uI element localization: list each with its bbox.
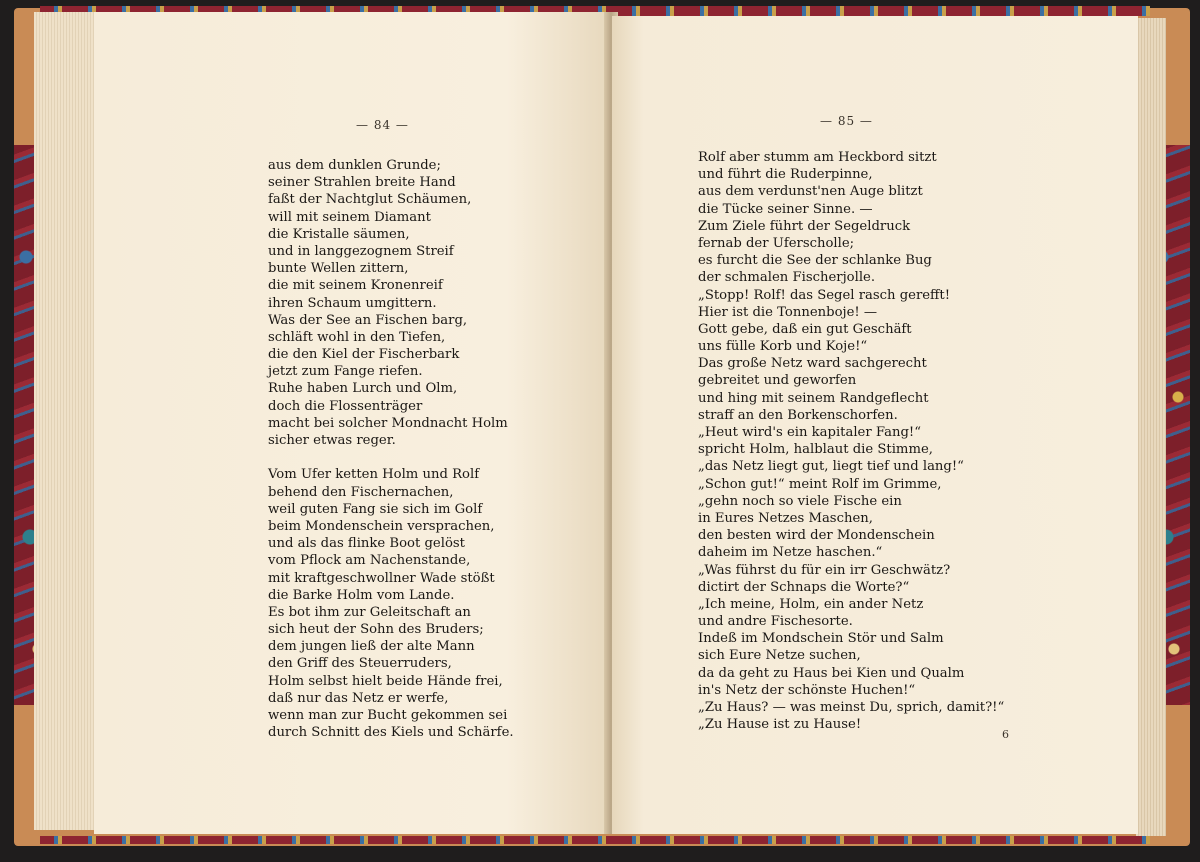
- text-line: uns fülle Korb und Koje!“: [698, 339, 868, 355]
- text-line: vom Pflock am Nachenstande,: [268, 553, 471, 569]
- text-line: Ruhe haben Lurch und Olm,: [268, 381, 458, 397]
- signature-mark: 6: [1002, 728, 1009, 741]
- text-line: die Barke Holm vom Lande.: [268, 587, 455, 603]
- text-line: Vom Ufer ketten Holm und Rolf: [268, 467, 480, 483]
- text-line: daheim im Netze haschen.“: [698, 545, 883, 561]
- text-line: und in langgezognem Streif: [268, 243, 454, 259]
- text-line: beim Mondenschein versprachen,: [268, 518, 495, 534]
- text-line: dictirt der Schnaps die Worte?“: [698, 579, 910, 595]
- text-line: in Eures Netzes Maschen,: [698, 510, 873, 526]
- text-line: gebreitet und geworfen: [698, 373, 857, 389]
- text-line: mit kraftgeschwollner Wade stößt: [268, 570, 495, 586]
- text-line: will mit seinem Diamant: [268, 209, 431, 225]
- text-line: [268, 449, 514, 466]
- text-line: die mit seinem Kronenreif: [268, 278, 443, 294]
- text-line: Holm selbst hielt beide Hände frei,: [268, 673, 503, 689]
- text-line: ihren Schaum umgittern.: [268, 295, 437, 311]
- text-line: Es bot ihm zur Geleitschaft an: [268, 604, 471, 620]
- text-line: aus dem verdunst'nen Auge blitzt: [698, 184, 923, 200]
- text-line: macht bei solcher Mondnacht Holm: [268, 415, 508, 431]
- text-line: durch Schnitt des Kiels und Schärfe.: [268, 725, 514, 741]
- text-line: fernab der Uferscholle;: [698, 235, 855, 251]
- poem-text: [268, 157, 514, 741]
- text-line: und hing mit seinem Randgeflecht: [698, 390, 929, 406]
- marbled-edge-bottom: [40, 836, 1150, 844]
- text-line: der schmalen Fischerjolle.: [698, 270, 876, 286]
- text-line: Gott gebe, daß ein gut Geschäft: [698, 321, 912, 337]
- text-line: „gehn noch so viele Fische ein: [698, 493, 902, 509]
- text-line: „Zu Hause ist zu Hause!: [698, 717, 862, 733]
- text-line: „Heut wird's ein kapitaler Fang!“: [698, 425, 921, 440]
- page-number: — 85 —: [820, 114, 873, 128]
- text-line: doch die Flossenträger: [268, 398, 423, 414]
- text-line: es furcht die See der schlanke Bug: [698, 253, 932, 269]
- poem-text: [698, 149, 1004, 733]
- text-line: seiner Strahlen breite Hand: [268, 175, 456, 191]
- text-line: Das große Netz ward sachgerecht: [698, 356, 927, 372]
- text-line: „Ich meine, Holm, ein ander Netz: [698, 596, 924, 612]
- text-line: „Schon gut!“ meint Rolf im Grimme,: [698, 476, 942, 492]
- text-line: Was der See an Fischen barg,: [268, 312, 468, 328]
- text-line: den besten wird der Mondenschein: [698, 528, 935, 544]
- text-line: Rolf aber stumm am Heckbord sitzt: [698, 150, 937, 165]
- text-line: sich Eure Netze suchen,: [698, 648, 861, 664]
- text-line: „Stopp! Rolf! das Segel rasch gerefft!: [698, 287, 951, 303]
- text-line: wenn man zur Bucht gekommen sei: [268, 708, 508, 723]
- text-line: und als das flinke Boot gelöst: [268, 536, 465, 552]
- text-line: und führt die Ruderpinne,: [698, 167, 873, 183]
- text-line: die den Kiel der Fischerbark: [268, 347, 460, 363]
- text-line: sicher etwas reger.: [268, 433, 396, 448]
- left-page: [94, 12, 610, 834]
- text-line: spricht Holm, halblaut die Stimme,: [698, 442, 933, 458]
- text-line: Hier ist die Tonnenboje! —: [698, 304, 878, 320]
- text-line: da da geht zu Haus bei Kien und Qualm: [698, 665, 965, 681]
- text-line: schläft wohl in den Tiefen,: [268, 329, 446, 345]
- text-line: dem jungen ließ der alte Mann: [268, 639, 475, 655]
- text-line: sich heut der Sohn des Bruders;: [268, 622, 484, 638]
- text-line: faßt der Nachtglut Schäumen,: [268, 192, 472, 208]
- right-page: [612, 16, 1138, 834]
- text-line: den Griff des Steuerruders,: [268, 656, 452, 672]
- text-line: „Zu Haus? — was meinst Du, sprich, damit?!“: [698, 700, 1005, 715]
- text-line: „das Netz liegt gut, liegt tief und lang!“: [698, 459, 964, 475]
- text-line: daß nur das Netz er werfe,: [268, 690, 449, 706]
- text-line: behend den Fischernachen,: [268, 484, 454, 500]
- text-line: die Tücke seiner Sinne. —: [698, 201, 873, 217]
- text-line: und andre Fischesorte.: [698, 614, 853, 630]
- text-line: die Kristalle säumen,: [268, 226, 410, 242]
- text-line: bunte Wellen zittern,: [268, 261, 409, 277]
- text-line: in's Netz der schönste Huchen!“: [698, 682, 916, 698]
- page-stack-right: [1136, 18, 1166, 836]
- text-line: aus dem dunklen Grunde;: [268, 158, 441, 173]
- page-stack-left: [34, 12, 98, 830]
- text-line: Zum Ziele führt der Segeldruck: [698, 218, 911, 234]
- text-line: straff an den Borkenschorfen.: [698, 407, 898, 423]
- page-number: — 84 —: [356, 118, 409, 132]
- text-line: weil guten Fang sie sich im Golf: [268, 501, 483, 517]
- text-line: „Was führst du für ein irr Geschwätz?: [698, 562, 951, 578]
- text-line: Indeß im Mondschein Stör und Salm: [698, 631, 944, 647]
- text-line: jetzt zum Fange riefen.: [268, 364, 423, 380]
